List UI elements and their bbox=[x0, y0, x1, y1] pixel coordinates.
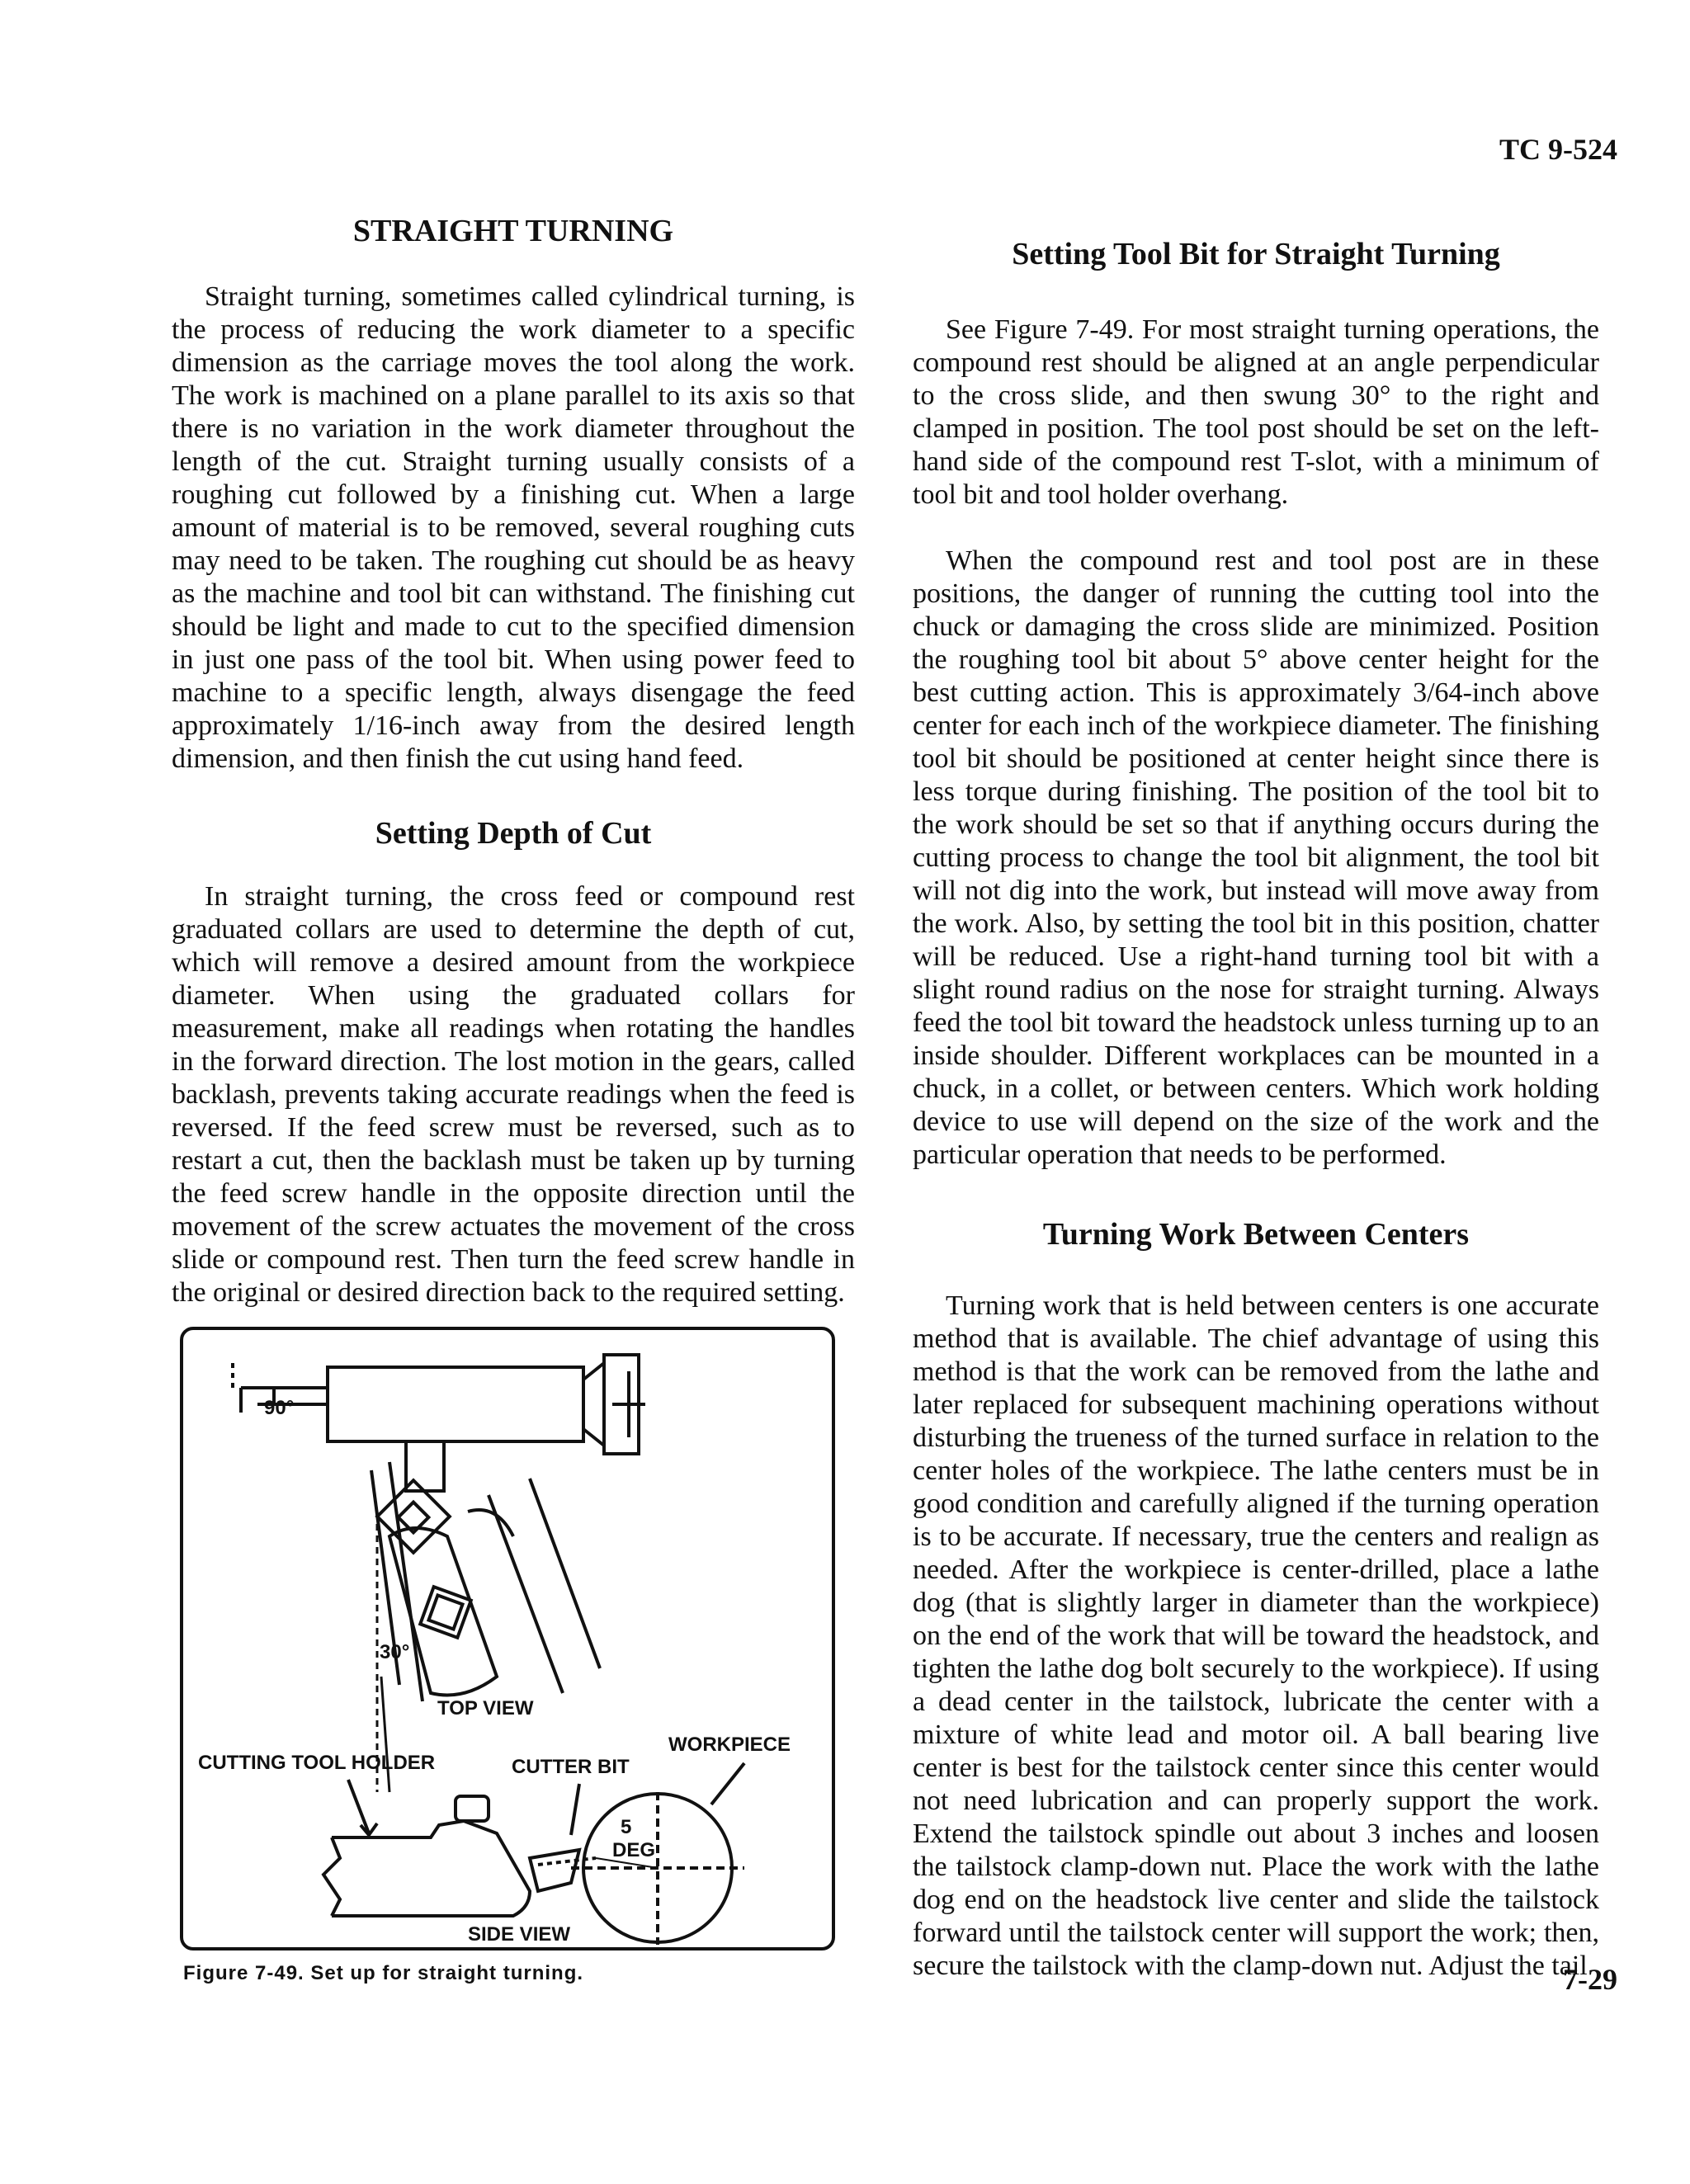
between-centers-paragraph: Turning work that is held between centers is one accurate method that is available. The chief advantage of using this method is that the work can be removed from the lathe and later replaced for subsequent machining operations without disturbing the trueness of the turned surface in relation to the center holes of the workpiece. The lathe centers must be in good condition and carefully aligned if the turning operation is to be accurate. If necessary, true the centers and realign as needed. After the workpiece is center-drilled, place a lathe dog (that is slightly larger in diameter than the workpiece) on the end of the work that will be toward the headstock, and tighten the lathe dog bolt securely to the workpiece). If using a dead center in the tailstock, lubricate the center with a mixture of white lead and motor oil. A ball bearing live center is best for the tailstock center since this center would not need lubrication and can properly support the work. Extend the tailstock spindle out about 3 inches and loosen the tailstock clamp-down nut. Place the work with the lathe dog end on the headstock live center and slide the tailstock forward until the tailstock center will support the work; then, secure the tailstock with the clamp-down nut. Adjust the tail bbox=[913, 1290, 1599, 1982]
angle-30-label: 30° bbox=[380, 1641, 410, 1663]
subheading-depth-of-cut: Setting Depth of Cut bbox=[375, 815, 652, 851]
section-heading-straight-turning: STRAIGHT TURNING bbox=[352, 214, 674, 248]
setting-tool-bit-paragraph-2: When the compound rest and tool post are in these positions, the danger of running the cutting tool into the chuck or damaging the cross slide are minimized. Position the roughing tool bit about 5° above center height for the best cutting action. This is approximately 3/64-inch above center for each inch of the workpiece diameter. The finishing tool bit should be positioned at center height since there is less torque during finishing. The position of the tool bit to the work should be set so that if anything occurs during the cutting process to change the tool bit alignment, the tool bit will not dig into the work, but instead will move away from the work. Also, by setting the tool bit in this position, chatter will be reduced. Use a right-hand turning tool bit with a slight round radius on the nose for straight turning. Always feed the tool bit toward the headstock unless turning up to an inside shoulder. Different workplaces can be mounted in a chuck, in a collet, or between centers. Which work holding device to use will depend on the size of the work and the particular operation that needs to be performed. bbox=[913, 545, 1599, 1170]
figure-7-49 bbox=[180, 1327, 835, 1951]
five-degree-number: 5 bbox=[621, 1816, 632, 1838]
section-heading-setting-tool-bit: Setting Tool Bit for Straight Turning bbox=[1012, 237, 1500, 271]
degree-word: DEG bbox=[612, 1839, 656, 1861]
cutter-bit-label: CUTTER BIT bbox=[512, 1756, 630, 1778]
document-code: TC 9-524 bbox=[1499, 133, 1617, 166]
angle-90-label: 90° bbox=[264, 1397, 295, 1419]
straight-turning-paragraph: Straight turning, sometimes called cylindrical turning, is the process of reducing the work diameter to a specific dimension as the carriage moves the tool along the work. The work is machined on a plane parallel to its axis so that there is no variation in the work diameter throughout the length of the cut. Straight turning usually consists of a roughing cut followed by a finishing cut. When a large amount of material is to be removed, several roughing cuts may need to be taken. The roughing cut should be as heavy as the machine and tool bit can withstand. The finishing cut should be light and made to cut to the specified dimension in just one pass of the tool bit. When using power feed to machine to a specific length, always disengage the feed approximately 1/16-inch away from the desired length dimension, and then finish the cut using hand feed. bbox=[172, 281, 855, 774]
workpiece-label: WORKPIECE bbox=[668, 1734, 791, 1756]
section-heading-between-centers: Turning Work Between Centers bbox=[1042, 1216, 1470, 1252]
lathe-setup-diagram bbox=[183, 1330, 832, 1947]
setting-tool-bit-paragraph-1: See Figure 7-49. For most straight turning operations, the compound rest should be aligned at an angle perpendicular to the cross slide, and then swung 30° to the right and clamped in position. The tool post should be set on the left-hand side of the compound rest T-slot, with a minimum of tool bit and tool holder overhang. bbox=[913, 314, 1599, 510]
top-view-drawing bbox=[233, 1355, 645, 1792]
top-view-label: TOP VIEW bbox=[437, 1697, 534, 1719]
depth-of-cut-paragraph: In straight turning, the cross feed or compound rest graduated collars are used to determine the depth of cut, which will remove a desired amount from the workpiece diameter. When using the graduated collars for measurement, make all readings when rotating the handles in the forward direction. The lost motion in the gears, called backlash, prevents taking accurate readings when the feed is reversed. If the feed screw must be reversed, such as to restart a cut, then the backlash must be taken up by turning the feed screw handle in the opposite direction until the movement of the screw actuates the movement of the cross slide or compound rest. Then turn the feed screw handle in the original or desired direction back to the required setting. bbox=[172, 881, 855, 1309]
page-number: 7-29 bbox=[1563, 1963, 1617, 1996]
figure-caption: Figure 7-49. Set up for straight turning. bbox=[183, 1962, 584, 1984]
side-view-drawing bbox=[323, 1763, 744, 1945]
cutting-tool-holder-label: CUTTING TOOL HOLDER bbox=[198, 1752, 436, 1774]
right-column bbox=[913, 236, 1599, 1983]
left-column bbox=[172, 213, 855, 1309]
side-view-label: SIDE VIEW bbox=[468, 1923, 571, 1946]
